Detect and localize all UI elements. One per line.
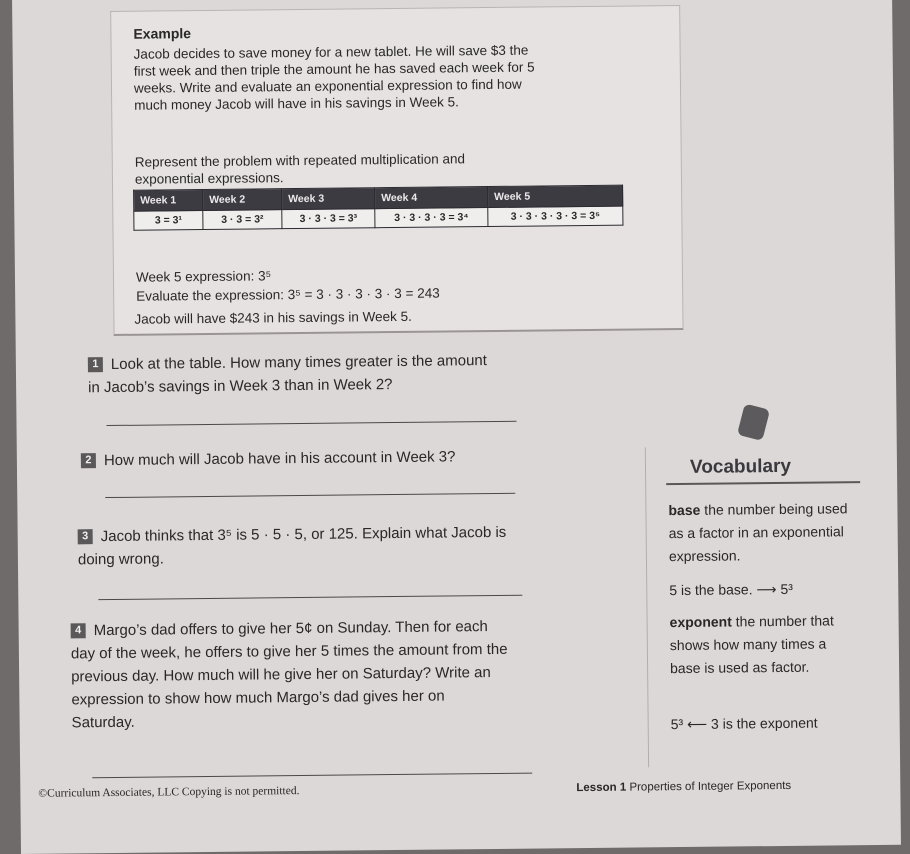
vocab-term-exponent: exponent xyxy=(669,613,732,631)
answer-line-1[interactable] xyxy=(107,421,517,426)
weeks-value-row xyxy=(134,206,623,230)
example-title: Example xyxy=(133,25,192,42)
table-cell: 3 · 3 · 3 · 3 · 3 = 3⁵ xyxy=(488,206,623,226)
example-evaluation xyxy=(136,265,440,306)
table-header: Week 5 xyxy=(488,185,623,207)
footer-copyright: ©Curriculum Associates, LLC Copying is not permitted. xyxy=(38,785,300,800)
question-text: Margo’s dad offers to give her 5¢ on Sunday. Then for each day of the week, he offers to give her 5 times the amount from the previous day. How much will he give her on Saturday? Write an expression to show how much Margo’s dad gives her on Saturday. xyxy=(70,618,508,732)
vocab-def-exponent: the number that shows how many times a base is used as factor. xyxy=(669,612,834,677)
question-1 xyxy=(88,349,498,399)
answer-line-3[interactable] xyxy=(98,595,522,600)
vocab-base-example: 5 is the base. ⟶ 5³ xyxy=(669,580,793,599)
question-3 xyxy=(78,521,518,572)
table-header: Week 4 xyxy=(375,187,488,209)
table-cell: 3 · 3 = 3² xyxy=(203,210,282,230)
question-text: How much will Jacob have in his account in Week 3? xyxy=(103,448,456,470)
question-number-badge: 1 xyxy=(88,357,103,372)
example-represent: Represent the problem with repeated multiplication and exponential expressions. xyxy=(134,151,466,187)
example-problem: Jacob decides to save money for a new tablet. He will save $3 the first week and then triple the amount he has saved each week for 5 weeks. Write and evaluate an exponential expression to find how much money Jacob will have in his savings in Week 5. xyxy=(133,42,535,113)
question-number-badge: 4 xyxy=(71,623,86,638)
table-header: Week 1 xyxy=(134,190,203,212)
footer-lesson xyxy=(576,780,791,794)
pushpin-icon xyxy=(737,404,770,441)
question-text: Jacob thinks that 3⁵ is 5 · 5 · 5, or 125. Explain what Jacob is doing wrong. xyxy=(77,523,507,569)
answer-line-2[interactable] xyxy=(105,493,515,498)
evaluate-expression: Evaluate the expression: 3⁵ = 3 · 3 · 3 · 3 · 3 = 243 xyxy=(136,285,440,304)
footer-lesson-title: Properties of Integer Exponents xyxy=(629,779,792,794)
example-box xyxy=(110,5,683,336)
question-4 xyxy=(71,615,512,735)
vocabulary-panel xyxy=(645,445,909,768)
vocab-def-base: the number being used as a factor in an exponential expression. xyxy=(668,500,848,565)
weeks-table xyxy=(133,185,623,231)
vocab-exponent xyxy=(669,609,850,680)
table-header: Week 3 xyxy=(282,188,375,210)
question-number-badge: 3 xyxy=(78,529,93,544)
vocabulary-title: Vocabulary xyxy=(666,455,860,485)
worksheet-page xyxy=(12,0,901,854)
question-2 xyxy=(81,445,501,472)
week5-expression: Week 5 expression: 3⁵ xyxy=(135,268,272,285)
vocab-exponent-example: 5³ ⟵ 3 is the exponent xyxy=(670,714,818,733)
example-answer: Jacob will have $243 in his savings in Week 5. xyxy=(134,308,412,327)
question-text: Look at the table. How many times greater is the amount in Jacob’s savings in Week 3 than in Week 2? xyxy=(88,352,487,397)
footer-lesson-number: Lesson 1 xyxy=(576,781,627,795)
question-number-badge: 2 xyxy=(81,453,96,468)
vocab-base xyxy=(668,497,849,568)
answer-line-4[interactable] xyxy=(92,773,532,779)
table-cell: 3 · 3 · 3 · 3 = 3⁴ xyxy=(375,208,488,228)
vocab-term-base: base xyxy=(668,501,701,519)
table-header: Week 2 xyxy=(203,189,282,211)
table-cell: 3 · 3 · 3 = 3³ xyxy=(282,209,375,229)
table-cell: 3 = 3¹ xyxy=(134,211,203,231)
